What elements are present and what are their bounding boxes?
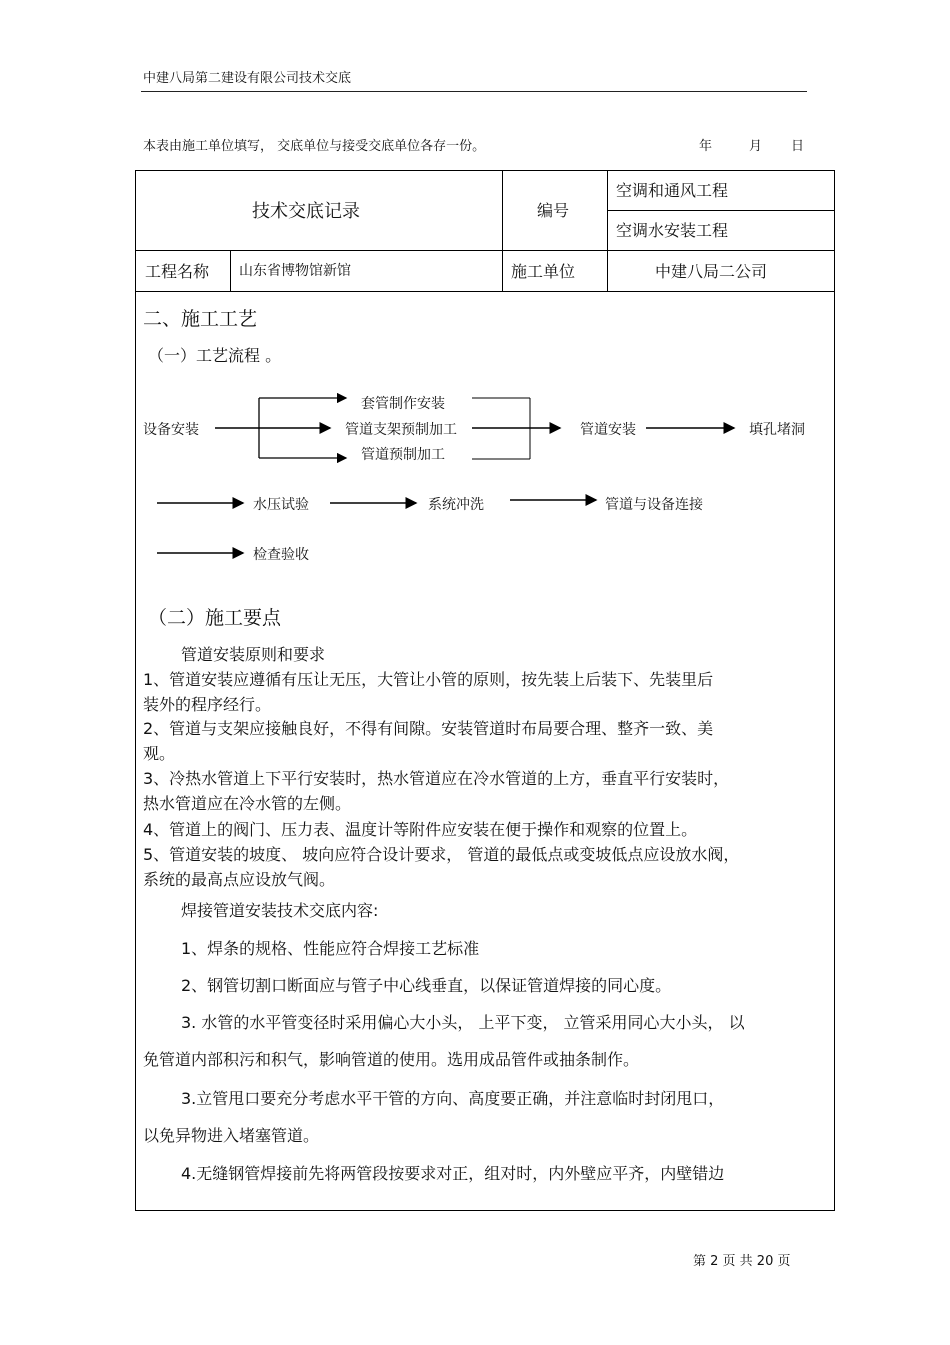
year-label: 年: [699, 139, 713, 154]
weld-item-cont: 免管道内部积污和积气，影响管道的使用。选用成品管件或抽条制作。: [143, 1050, 640, 1069]
weld-item-cont: 以免异物进入堵塞管道。: [143, 1126, 320, 1145]
principle-line: 1、管道安装应遵循有压让无压，大管让小管的原则，按先装上后装下、先装里后: [143, 670, 714, 689]
weld-item: 1、焊条的规格、性能应符合焊接工艺标准: [181, 939, 480, 958]
principle-line: 2、管道与支架应接触良好，不得有间隙。安装管道时布局要合理、整齐一致、美: [143, 719, 714, 738]
principle-line: 4、管道上的阀门、压力表、温度计等附件应安装在便于操作和观察的位置上。: [143, 820, 698, 839]
document-header-title: 中建八局第二建设有限公司技术交底: [143, 71, 352, 86]
flow-equipment-install: 设备安装: [143, 422, 199, 438]
subsection-process-flow: （一）工艺流程 。: [148, 346, 282, 365]
flow-sleeve: 套管制作安装: [361, 396, 445, 412]
month-label: 月: [749, 139, 763, 154]
category-secondary: 空调水安装工程: [616, 221, 729, 240]
flow-support: 管道支架预制加工: [345, 422, 457, 438]
principle-line: 热水管道应在冷水管的左侧。: [143, 794, 352, 813]
weld-item: 2、钢管切割口断面应与管子中心线垂直，以保证管道焊接的同心度。: [181, 976, 672, 995]
weld-item: 3. 水管的水平管变径时采用偏心大小头， 上平下变， 立管采用同心大小头， 以: [181, 1013, 745, 1032]
principle-line: 3、冷热水管道上下平行安装时，热水管道应在冷水管道的上方，垂直平行安装时，: [143, 769, 730, 788]
weld-item: 4.无缝钢管焊接前先将两管段按要求对正，组对时，内外壁应平齐，内壁错边: [181, 1164, 725, 1183]
weld-item: 3.立管甩口要充分考虑水平干管的方向、高度要正确，并注意临时封闭甩口，: [181, 1089, 725, 1108]
project-name-value: 山东省博物馆新馆: [239, 263, 351, 279]
principles-title: 管道安装原则和要求: [181, 645, 326, 664]
flow-pipe-install: 管道安装: [580, 422, 636, 438]
day-label: 日: [791, 139, 805, 154]
category-primary: 空调和通风工程: [616, 181, 729, 200]
section-heading: 二、施工工艺: [143, 308, 258, 330]
contractor-label: 施工单位: [511, 262, 576, 281]
principle-line: 系统的最高点应设放气阀。: [143, 870, 336, 889]
principle-line: 观。: [143, 744, 176, 763]
flow-pressure-test: 水压试验: [253, 497, 309, 513]
record-title: 技术交底记录: [252, 201, 360, 222]
contractor-value: 中建八局二公司: [655, 262, 768, 281]
project-name-label: 工程名称: [145, 262, 210, 281]
subsection-key-points: （二）施工要点: [148, 607, 282, 629]
flow-inspection: 检查验收: [253, 547, 309, 563]
flow-prefab: 管道预制加工: [361, 447, 445, 463]
flow-flushing: 系统冲洗: [428, 497, 484, 513]
page-number: 第 2 页 共 20 页: [693, 1254, 791, 1269]
fill-instruction: 本表由施工单位填写， 交底单位与接受交底单位各存一份。: [143, 139, 486, 154]
principle-line: 装外的程序经行。: [143, 695, 272, 714]
number-label: 编号: [537, 201, 570, 220]
flow-connect: 管道与设备连接: [605, 497, 703, 513]
flow-fill-holes: 填孔堵洞: [749, 422, 805, 438]
weld-title: 焊接管道安装技术交底内容:: [181, 901, 379, 920]
principle-line: 5、管道安装的坡度、 坡向应符合设计要求， 管道的最低点或变坡低点应设放水阀，: [143, 845, 740, 864]
